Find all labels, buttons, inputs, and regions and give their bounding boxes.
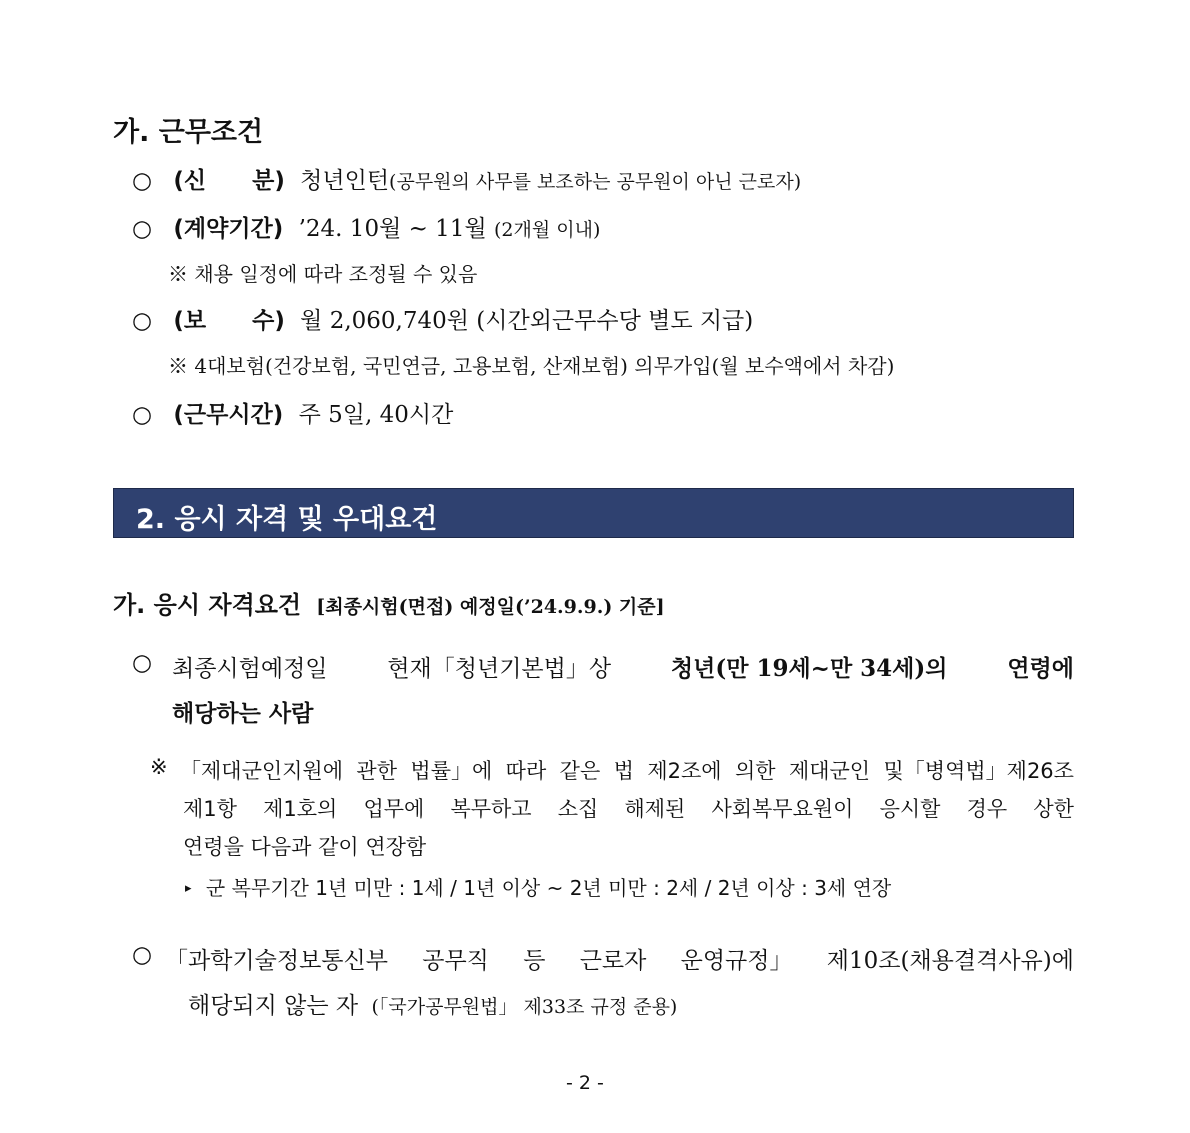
word: 해제된 (624, 797, 686, 821)
word: 관한 (356, 759, 397, 783)
word: 제1항 (183, 797, 237, 821)
note-bullet (185, 872, 891, 901)
word: 운영규정」 (680, 948, 793, 974)
word: 경우 (966, 797, 1008, 821)
item-text: ’24. 10월 ~ 11월 (298, 216, 487, 242)
word: 제2조에 (647, 759, 722, 783)
word: 「제대군인지원에 (180, 759, 344, 783)
word: 등 (523, 948, 546, 974)
item-label: (신 분) (173, 168, 285, 194)
word: 근로자 (579, 948, 647, 974)
heading-text: 가. 응시 자격요건 (113, 591, 302, 619)
circle-bullet-icon: ○ (132, 402, 153, 428)
list-item-disqualification (132, 942, 152, 968)
circle-bullet-icon: ○ (132, 650, 153, 676)
word: 같은 (559, 759, 601, 783)
section-banner (113, 488, 1074, 538)
word: 및「병역법」제26조 (883, 759, 1074, 783)
word: 복무하고 (450, 797, 532, 821)
item-text: 주 5일, 40시간 (298, 402, 454, 428)
triangle-bullet-icon: ▸ (185, 881, 192, 896)
word: 의한 (734, 759, 776, 783)
disqualification-line-2 (188, 987, 677, 1020)
word: 법 (613, 759, 634, 783)
note-mark: ※ (150, 755, 168, 779)
circle-bullet-icon: ○ (132, 942, 153, 968)
word: 제10조(채용결격사유)에 (826, 948, 1074, 974)
note-line-3: 연령을 다음과 같이 연장함 (183, 835, 427, 859)
item-label: (계약기간) (173, 216, 284, 242)
disqualification-line-1 (165, 942, 1074, 975)
circle-bullet-icon: ○ (132, 168, 153, 194)
list-item-salary (132, 302, 753, 335)
note-schedule: ※ 채용 일정에 따라 조정될 수 있음 (168, 262, 478, 286)
heading-note: [최종시험(면접) 예정일(’24.9.9.) 기준] (316, 596, 665, 618)
word: 업무에 (363, 797, 425, 821)
word: 제대군인 (788, 759, 871, 783)
note-insurance: ※ 4대보험(건강보험, 국민연금, 고용보험, 산재보험) 의무가입(월 보수액에서 차감) (168, 354, 895, 378)
word: 응시할 (879, 797, 941, 821)
word: 최종시험예정일 (172, 656, 328, 682)
item-paren: (공무원의 사무를 보조하는 공무원이 아닌 근로자) (389, 171, 802, 193)
word: 「과학기술정보통신부 (165, 948, 388, 974)
word: 공무직 (422, 948, 489, 974)
item-text: 청년인턴 (300, 168, 390, 194)
word: 청년(만 19세~만 34세)의 (670, 655, 948, 682)
line2-text: 해당되지 않는 자 (188, 993, 359, 1019)
bullet-text: 군 복무기간 1년 미만 : 1세 / 1년 이상 ~ 2년 미만 : 2세 / 2년 이상 : 3세 연장 (205, 876, 892, 900)
word: 따라 (505, 759, 547, 783)
word: 연령에 (1007, 655, 1074, 682)
banner-title: 2. 응시 자격 및 우대요건 (136, 504, 438, 535)
section-heading-work-conditions: 가. 근무조건 (113, 117, 264, 148)
word: 소집 (557, 797, 599, 821)
list-item-age (132, 650, 152, 676)
list-item-work-hours (132, 396, 453, 429)
item-text: 월 2,060,740원 (시간외근무수당 별도 지급) (300, 308, 754, 334)
word: 제1호의 (263, 797, 338, 821)
item-label: (보 수) (173, 308, 285, 334)
item-label: (근무시간) (173, 402, 284, 428)
circle-bullet-icon: ○ (132, 308, 153, 334)
word: 현재「청년기본법」상 (387, 656, 612, 682)
word: 법률」에 (410, 759, 493, 783)
page-number: - 2 - (566, 1072, 604, 1094)
line2-paren: (「국가공무원법」 제33조 규정 준용) (371, 996, 678, 1018)
note-line-2 (183, 793, 1074, 823)
item-paren: (2개월 이내) (493, 219, 601, 241)
list-item-contract-period (132, 210, 600, 243)
circle-bullet-icon: ○ (132, 216, 153, 242)
word: 사회복무요원이 (711, 797, 854, 821)
age-line-1 (172, 650, 1074, 683)
section-heading-eligibility (113, 585, 665, 620)
age-line-2: 해당하는 사람 (172, 700, 314, 727)
word: 상한 (1033, 797, 1074, 821)
note-line-1 (180, 755, 1074, 785)
list-item-status (132, 162, 801, 195)
